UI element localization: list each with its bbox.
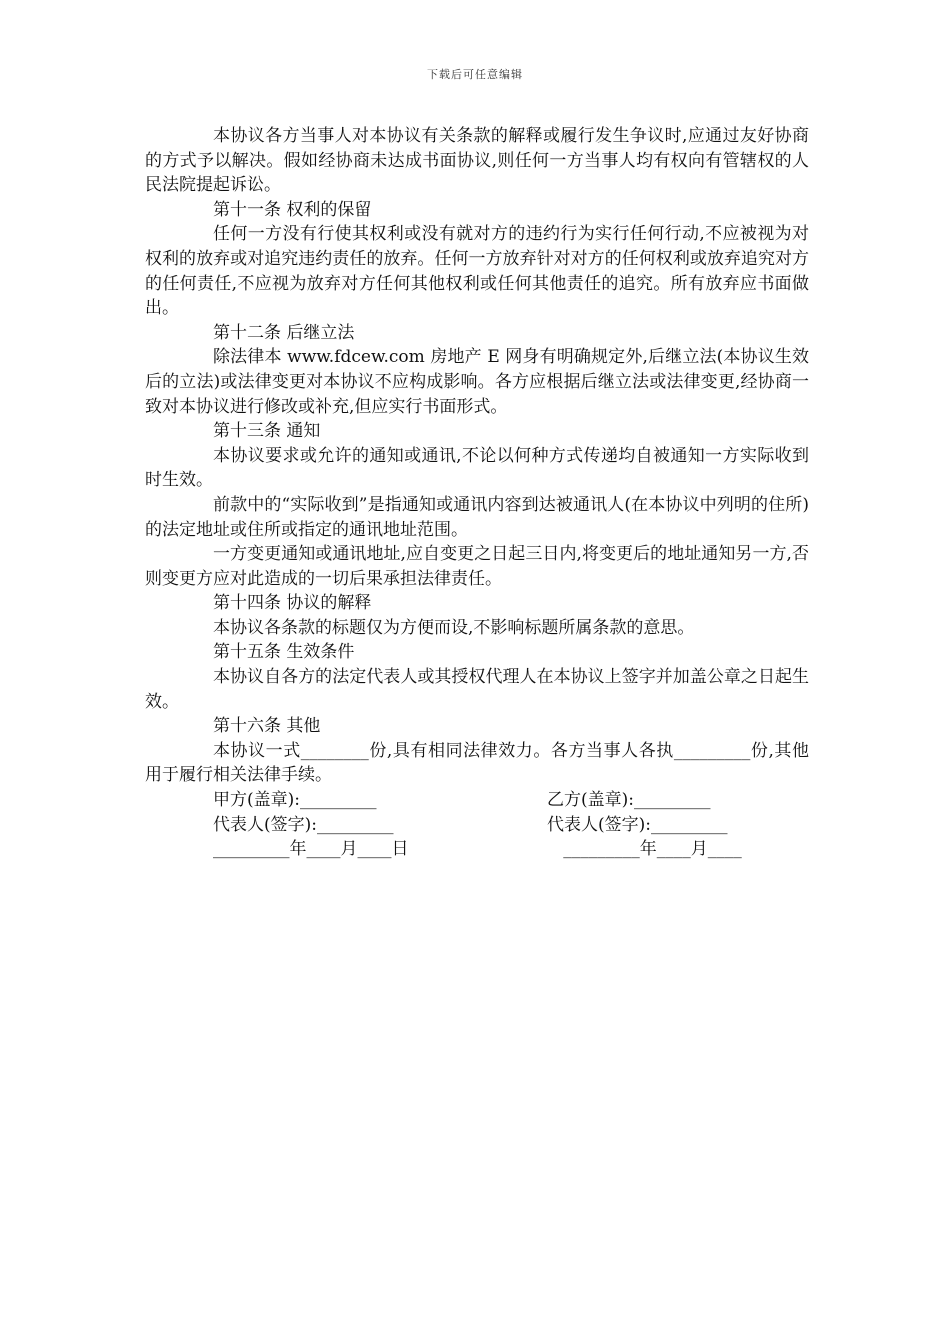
party-a-representative-field: 代表人(签字):_________	[213, 814, 394, 835]
paragraph-notice-1: 本协议要求或允许的通知或通讯,不论以何种方式传递均自被通知一方实际收到时生效。	[145, 445, 809, 491]
paragraph-notice-2: 前款中的“实际收到”是指通知或通讯内容到达被通讯人(在本协议中列明的住所)的法定地址或住所或指定的通讯地址范围。	[145, 494, 809, 540]
signature-row-representative	[145, 813, 809, 838]
heading-article-16: 第十六条 其他	[213, 716, 321, 737]
paragraph-rights-reservation: 任何一方没有行使其权利或没有就对方的违约行为实行任何行动,不应被视为对权利的放弃或对追究违约责任的放弃。任何一方放弃针对对方的任何权利或放弃追究对方的任何责任,不应视为放弃对方任何其他权利或任何其他责任的追究。所有放弃应书面做出。	[145, 224, 809, 319]
paragraph-dispute: 本协议各方当事人对本协议有关条款的解释或履行发生争议时,应通过友好协商的方式予以解决。假如经协商未达成书面协议,则任何一方当事人均有权向有管辖权的人民法院提起诉讼。	[145, 126, 809, 196]
document-body	[145, 124, 809, 862]
party-b-date-field: _________年____月____	[547, 839, 742, 860]
paragraph-interpretation: 本协议各条款的标题仅为方便而设,不影响标题所属条款的意思。	[213, 617, 695, 638]
paragraph-subsequent-legislation: 除法律本 www.fdcew.com 房地产 E 网身有明确规定外,后继立法(本协议生效后的立法)或法律变更对本协议不应构成影响。各方应根据后继立法或法律变更,经协商一致对本协议进行修改或补充,但应实行书面形式。	[145, 347, 809, 417]
party-b-representative-field: 代表人(签字):_________	[547, 814, 728, 835]
signature-row-party	[145, 788, 809, 813]
heading-article-13: 第十三条 通知	[213, 421, 321, 442]
party-b-seal-field: 乙方(盖章):_________	[547, 790, 711, 811]
party-a-date-field: _________年____月____日	[213, 839, 409, 860]
signature-row-date	[145, 837, 809, 862]
paragraph-effectiveness: 本协议自各方的法定代表人或其授权代理人在本协议上签字并加盖公章之日起生效。	[145, 667, 809, 712]
paragraph-copies: 本协议一式________份,具有相同法律效力。各方当事人各执_________份,其他用于履行相关法律手续。	[145, 740, 809, 786]
heading-article-15: 第十五条 生效条件	[213, 642, 355, 663]
paragraph-notice-3: 一方变更通知或通讯地址,应自变更之日起三日内,将变更后的地址通知另一方,否则变更方应对此造成的一切后果承担法律责任。	[145, 544, 809, 589]
heading-article-12: 第十二条 后继立法	[213, 322, 355, 343]
page-header: 下载后可任意编辑	[427, 68, 523, 81]
heading-article-14: 第十四条 协议的解释	[213, 593, 372, 614]
heading-article-11: 第十一条 权利的保留	[213, 199, 372, 220]
party-a-seal-field: 甲方(盖章):_________	[213, 790, 377, 811]
